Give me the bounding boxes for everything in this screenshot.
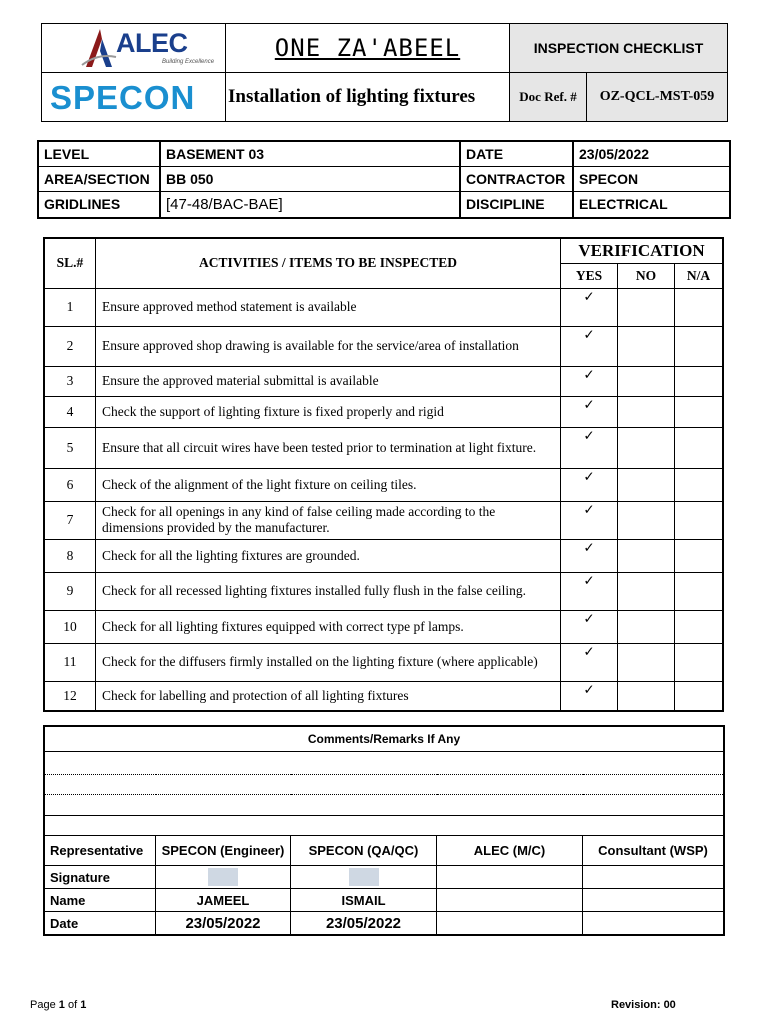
- engineer-date: 23/05/2022: [156, 912, 291, 936]
- no-check[interactable]: [618, 326, 675, 366]
- contractor-value: SPECON: [573, 166, 730, 191]
- doc-ref-label: Doc Ref. #: [510, 73, 587, 122]
- yes-check[interactable]: ✓: [561, 366, 618, 396]
- item-activity: Check the support of lighting fixture is fixed properly and rigid: [96, 396, 561, 427]
- consultant-signature[interactable]: [583, 866, 725, 889]
- item-number: 2: [44, 326, 96, 366]
- alec-logo-text: ALEC: [116, 28, 188, 58]
- document-header: [41, 23, 728, 122]
- alec-header: ALEC (M/C): [437, 836, 583, 866]
- rep-header: Representative: [44, 836, 156, 866]
- comments-heading: Comments/Remarks If Any: [44, 726, 724, 752]
- item-number: 11: [44, 643, 96, 681]
- comments-line[interactable]: [44, 752, 724, 775]
- checklist-row: [44, 468, 723, 501]
- no-check[interactable]: [618, 288, 675, 326]
- page-total: 1: [80, 999, 87, 1011]
- specon-logo-cell: [42, 73, 226, 122]
- item-activity: Check for labelling and protection of all lighting fixtures: [96, 681, 561, 711]
- yes-check[interactable]: ✓: [561, 326, 618, 366]
- yes-check[interactable]: ✓: [561, 396, 618, 427]
- alec-name[interactable]: [437, 889, 583, 912]
- na-check[interactable]: [675, 539, 724, 572]
- item-number: 10: [44, 610, 96, 643]
- qaqc-header: SPECON (QA/QC): [291, 836, 437, 866]
- project-info-table: [37, 140, 731, 219]
- item-number: 5: [44, 427, 96, 468]
- discipline-label: DISCIPLINE: [460, 191, 573, 218]
- no-check[interactable]: [618, 681, 675, 711]
- item-activity: Ensure the approved material submittal is available: [96, 366, 561, 396]
- alec-logo-cell: [42, 24, 226, 73]
- item-activity: Ensure approved shop drawing is available for the service/area of installation: [96, 326, 561, 366]
- revision: Revision: 00: [611, 999, 676, 1011]
- col-sl-header: SL.#: [44, 238, 96, 288]
- doc-type: INSPECTION CHECKLIST: [510, 24, 728, 73]
- gridlines-label: GRIDLINES: [38, 191, 160, 218]
- gridlines-value: [47-48/BAC-BAE]: [160, 191, 460, 218]
- doc-ref-value: OZ-QCL-MST-059: [587, 73, 728, 122]
- date-label: DATE: [460, 141, 573, 166]
- no-check[interactable]: [618, 468, 675, 501]
- checklist-subject: Installation of lighting fixtures: [226, 73, 510, 122]
- discipline-value: ELECTRICAL: [573, 191, 730, 218]
- area-label: AREA/SECTION: [38, 166, 160, 191]
- item-activity: Check for all openings in any kind of false ceiling made according to the dimensions provided by the manufacturer.: [96, 501, 561, 539]
- no-check[interactable]: [618, 539, 675, 572]
- page-prefix: Page: [30, 999, 56, 1011]
- project-title: ONE ZA'ABEEL: [226, 24, 510, 73]
- level-value: BASEMENT 03: [160, 141, 460, 166]
- checklist-row: [44, 288, 723, 326]
- specon-logo: [42, 73, 225, 121]
- no-check[interactable]: [618, 572, 675, 610]
- na-check[interactable]: [675, 427, 724, 468]
- yes-check[interactable]: ✓: [561, 539, 618, 572]
- item-activity: Check for the diffusers firmly installed on the lighting fixture (where applicable): [96, 643, 561, 681]
- col-no-header: NO: [618, 263, 675, 288]
- comments-line[interactable]: [44, 795, 724, 816]
- name-label: Name: [44, 889, 156, 912]
- item-activity: Check for all lighting fixtures equipped with correct type pf lamps.: [96, 610, 561, 643]
- comments-signoff-table: [43, 725, 725, 936]
- date-row-label: Date: [44, 912, 156, 936]
- engineer-signature: [156, 866, 291, 889]
- checklist-row: [44, 572, 723, 610]
- page-number: [30, 999, 86, 1011]
- comments-line[interactable]: [44, 775, 724, 795]
- col-verification-header: VERIFICATION: [561, 238, 724, 263]
- inspection-checklist-table: [43, 237, 724, 712]
- no-check[interactable]: [618, 643, 675, 681]
- alec-signature[interactable]: [437, 866, 583, 889]
- col-yes-header: YES: [561, 263, 618, 288]
- qaqc-signature: [291, 866, 437, 889]
- checklist-row: [44, 643, 723, 681]
- col-na-header: N/A: [675, 263, 724, 288]
- item-number: 1: [44, 288, 96, 326]
- yes-check[interactable]: ✓: [561, 610, 618, 643]
- yes-check[interactable]: ✓: [561, 468, 618, 501]
- na-check[interactable]: [675, 396, 724, 427]
- level-label: LEVEL: [38, 141, 160, 166]
- date-value: 23/05/2022: [573, 141, 730, 166]
- na-check[interactable]: [675, 643, 724, 681]
- specon-logo-text: SPECON: [50, 79, 196, 116]
- item-number: 9: [44, 572, 96, 610]
- item-activity: Ensure approved method statement is available: [96, 288, 561, 326]
- yes-check[interactable]: ✓: [561, 572, 618, 610]
- col-activity-header: ACTIVITIES / ITEMS TO BE INSPECTED: [96, 238, 561, 288]
- yes-check[interactable]: ✓: [561, 288, 618, 326]
- na-check[interactable]: [675, 681, 724, 711]
- no-check[interactable]: [618, 427, 675, 468]
- na-check[interactable]: [675, 468, 724, 501]
- checklist-row: [44, 539, 723, 572]
- consultant-header: Consultant (WSP): [583, 836, 725, 866]
- checklist-row: [44, 681, 723, 711]
- no-check[interactable]: [618, 501, 675, 539]
- na-check[interactable]: [675, 572, 724, 610]
- area-value: BB 050: [160, 166, 460, 191]
- checklist-row: [44, 427, 723, 468]
- item-number: 6: [44, 468, 96, 501]
- na-check[interactable]: [675, 288, 724, 326]
- qaqc-name: ISMAIL: [291, 889, 437, 912]
- contractor-label: CONTRACTOR: [460, 166, 573, 191]
- yes-check[interactable]: ✓: [561, 501, 618, 539]
- na-check[interactable]: [675, 366, 724, 396]
- checklist-row: [44, 366, 723, 396]
- page-current: 1: [58, 999, 65, 1011]
- item-activity: Check for all recessed lighting fixtures installed fully flush in the false ceiling.: [96, 572, 561, 610]
- no-check[interactable]: [618, 610, 675, 643]
- checklist-row: [44, 501, 723, 539]
- alec-logo: [42, 24, 225, 72]
- item-activity: Check of the alignment of the light fixture on ceiling tiles.: [96, 468, 561, 501]
- alec-tagline: Building Excellence: [162, 59, 215, 65]
- item-number: 7: [44, 501, 96, 539]
- na-check[interactable]: [675, 501, 724, 539]
- yes-check[interactable]: ✓: [561, 643, 618, 681]
- checklist-row: [44, 396, 723, 427]
- engineer-name: JAMEEL: [156, 889, 291, 912]
- signature-label: Signature: [44, 866, 156, 889]
- engineer-header: SPECON (Engineer): [156, 836, 291, 866]
- yes-check[interactable]: ✓: [561, 427, 618, 468]
- page-of: of: [67, 999, 78, 1011]
- checklist-row: [44, 326, 723, 366]
- qaqc-date: 23/05/2022: [291, 912, 437, 936]
- item-activity: Check for all the lighting fixtures are grounded.: [96, 539, 561, 572]
- item-number: 4: [44, 396, 96, 427]
- no-check[interactable]: [618, 366, 675, 396]
- yes-check[interactable]: ✓: [561, 681, 618, 711]
- na-check[interactable]: [675, 610, 724, 643]
- signature-image: [208, 868, 238, 886]
- consultant-name[interactable]: [583, 889, 725, 912]
- signature-image: [349, 868, 379, 886]
- no-check[interactable]: [618, 396, 675, 427]
- na-check[interactable]: [675, 326, 724, 366]
- alec-date[interactable]: [437, 912, 583, 936]
- item-number: 3: [44, 366, 96, 396]
- comments-line[interactable]: [44, 816, 724, 836]
- item-number: 8: [44, 539, 96, 572]
- item-activity: Ensure that all circuit wires have been tested prior to termination at light fixture.: [96, 427, 561, 468]
- item-number: 12: [44, 681, 96, 711]
- checklist-row: [44, 610, 723, 643]
- consultant-date[interactable]: [583, 912, 725, 936]
- alec-emblem-icon: [78, 27, 118, 69]
